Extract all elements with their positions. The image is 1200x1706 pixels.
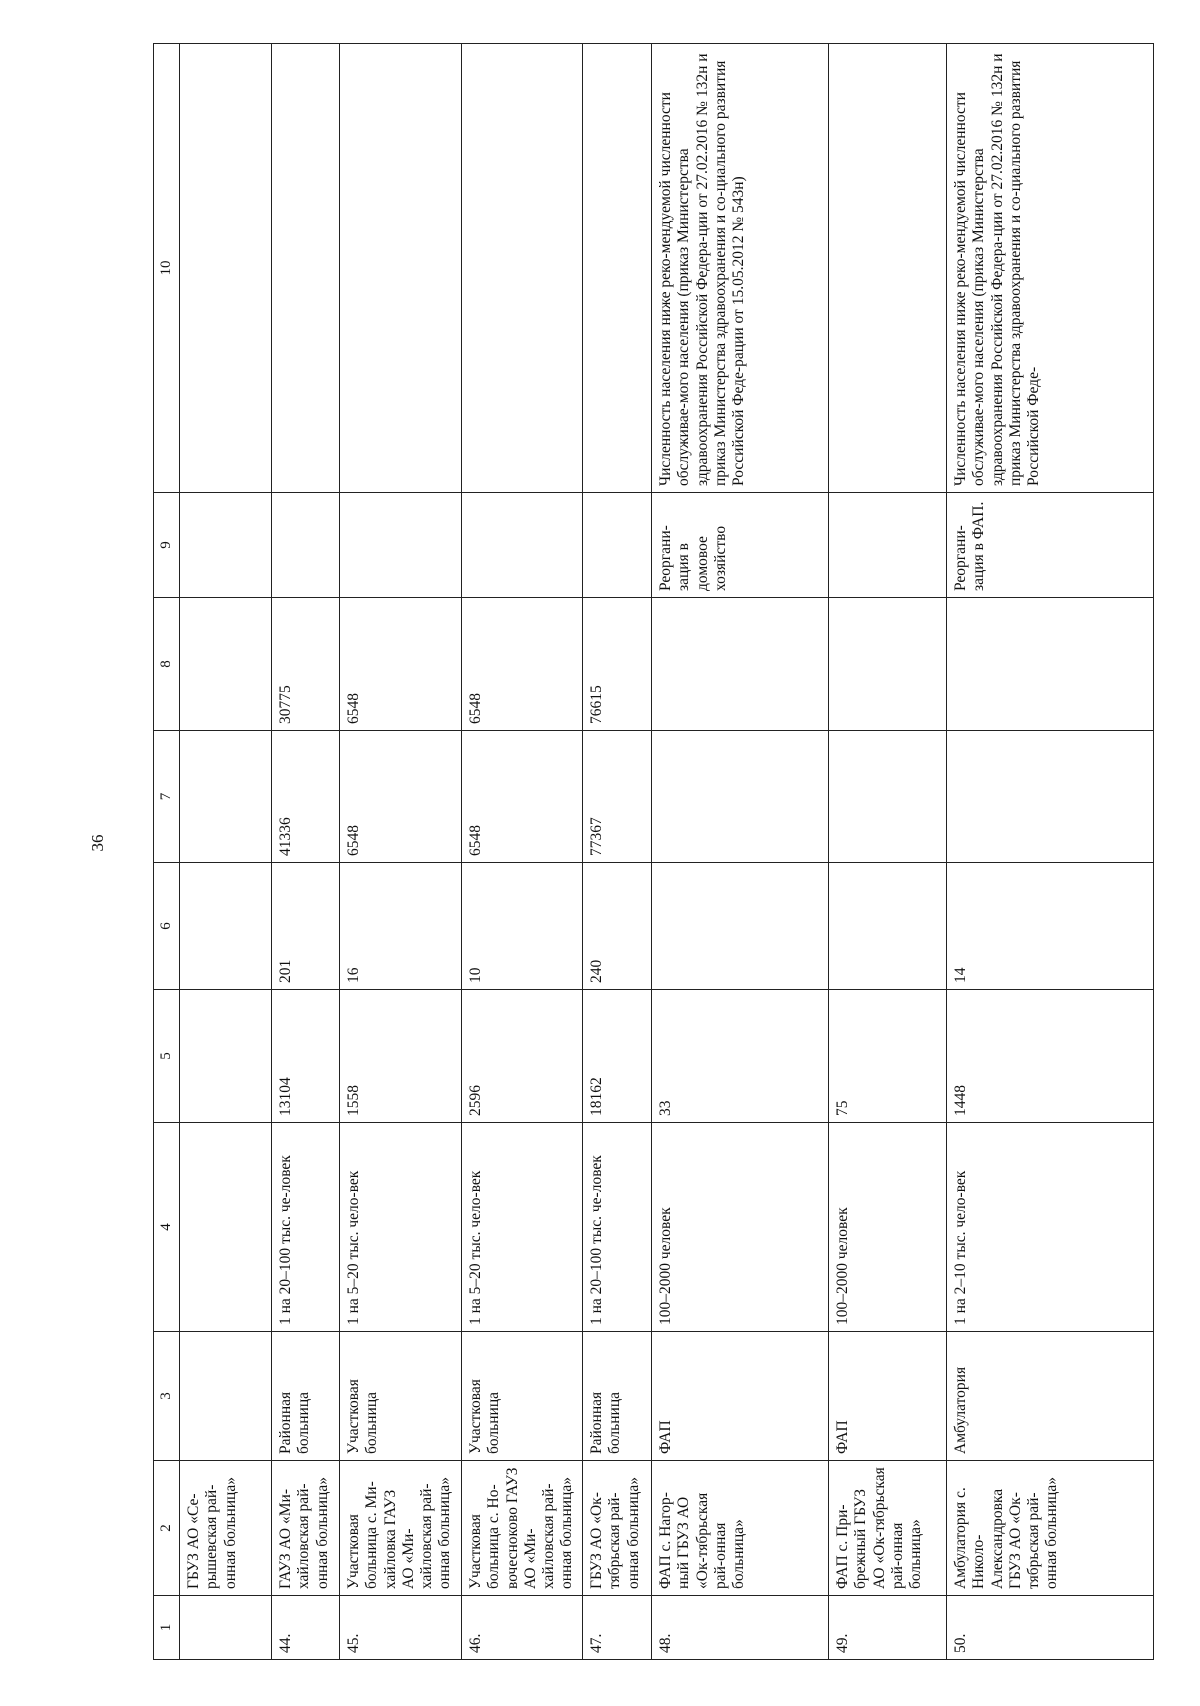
- col6-cell: 240: [583, 863, 652, 990]
- row-number: 50.: [947, 1596, 1154, 1660]
- column-header: 5: [154, 990, 180, 1123]
- column-header: 2: [154, 1461, 180, 1596]
- population-cell: 75: [829, 990, 947, 1123]
- organization-cell: Амбулатория с. Николо-Александровка ГБУЗ АО «Ок-тябрьская рай-онная больница»: [947, 1461, 1154, 1596]
- note-cell: Численность населения ниже реко-мендуемой численности обслуживае-мого населения (приказ Министерства здравоохранения Российской Федера-ции от 27.02.2016 № 132н и приказ Министерства здравоохранения и со-циального развития Российской Феде-: [947, 44, 1154, 493]
- norm-cell: 100–2000 человек: [829, 1123, 947, 1332]
- population-cell: 1448: [947, 990, 1154, 1123]
- row-number: [180, 1596, 272, 1660]
- row-number: 49.: [829, 1596, 947, 1660]
- table-row: [340, 44, 462, 1660]
- col7-cell: [829, 731, 947, 863]
- note-cell: [180, 44, 272, 493]
- column-number-header-row: [154, 44, 180, 1660]
- col8-cell: [180, 598, 272, 731]
- column-header: 6: [154, 863, 180, 990]
- norm-cell: 1 на 20–100 тыс. че-ловек: [583, 1123, 652, 1332]
- facility-type-cell: Участковая больница: [340, 1332, 462, 1461]
- norm-cell: 1 на 2–10 тыс. чело-век: [947, 1123, 1154, 1332]
- col8-cell: [947, 598, 1154, 731]
- column-header: 9: [154, 493, 180, 598]
- facility-type-cell: Амбулатория: [947, 1332, 1154, 1461]
- col7-cell: [652, 731, 829, 863]
- facilities-table: [153, 43, 1154, 1660]
- col6-cell: [829, 863, 947, 990]
- facility-type-cell: Участковая больница: [462, 1332, 583, 1461]
- page-number: 36: [88, 834, 107, 852]
- facility-type-cell: ФАП: [652, 1332, 829, 1461]
- col9-cell: [583, 493, 652, 598]
- table-row: [272, 44, 340, 1660]
- col6-cell: [652, 863, 829, 990]
- norm-cell: [180, 1123, 272, 1332]
- organization-cell: Участковая больница с. Ми-хайловка ГАУЗ АО «Ми-хайловская рай-онная больница»: [340, 1461, 462, 1596]
- population-cell: 33: [652, 990, 829, 1123]
- row-number: 46.: [462, 1596, 583, 1660]
- col8-cell: [829, 598, 947, 731]
- table-row: [652, 44, 829, 1660]
- rotated-table-frame: [153, 44, 1153, 1660]
- table-row: [462, 44, 583, 1660]
- col6-cell: 16: [340, 863, 462, 990]
- note-cell: [583, 44, 652, 493]
- col9-cell: [272, 493, 340, 598]
- note-cell: Численность населения ниже реко-мендуемой численности обслуживае-мого населения (приказ Министерства здравоохранения Российской Федера-ции от 27.02.2016 № 132н и приказ Министерства здравоохранения и со-циального развития Российской Феде-рации от 15.05.2012 № 543н): [652, 44, 829, 493]
- col6-cell: [180, 863, 272, 990]
- col7-cell: 41336: [272, 731, 340, 863]
- organization-cell: ФАП с. При-брежный ГБУЗ АО «Ок-тябрьская рай-онная больница»: [829, 1461, 947, 1596]
- column-header: 3: [154, 1332, 180, 1461]
- col6-cell: 201: [272, 863, 340, 990]
- column-header: 7: [154, 731, 180, 863]
- organization-cell: ГБУЗ АО «Се-рышевская рай-онная больница»: [180, 1461, 272, 1596]
- col8-cell: 6548: [462, 598, 583, 731]
- col7-cell: [947, 731, 1154, 863]
- population-cell: 1558: [340, 990, 462, 1123]
- row-number: 44.: [272, 1596, 340, 1660]
- row-number: 45.: [340, 1596, 462, 1660]
- col7-cell: [180, 731, 272, 863]
- facility-type-cell: [180, 1332, 272, 1461]
- norm-cell: 1 на 5–20 тыс. чело-век: [462, 1123, 583, 1332]
- col6-cell: 10: [462, 863, 583, 990]
- population-cell: 2596: [462, 990, 583, 1123]
- note-cell: [340, 44, 462, 493]
- col9-cell: [340, 493, 462, 598]
- population-cell: 13104: [272, 990, 340, 1123]
- norm-cell: 1 на 5–20 тыс. чело-век: [340, 1123, 462, 1332]
- col7-cell: 6548: [462, 731, 583, 863]
- col9-cell: Реоргани-зация в домовое хозяйство: [652, 493, 829, 598]
- facility-type-cell: Районная больница: [583, 1332, 652, 1461]
- table-row: [583, 44, 652, 1660]
- col9-cell: [180, 493, 272, 598]
- norm-cell: 100–2000 человек: [652, 1123, 829, 1332]
- note-cell: [272, 44, 340, 493]
- col8-cell: 30775: [272, 598, 340, 731]
- population-cell: [180, 990, 272, 1123]
- col7-cell: 77367: [583, 731, 652, 863]
- row-number: 48.: [652, 1596, 829, 1660]
- population-cell: 18162: [583, 990, 652, 1123]
- organization-cell: ФАП с. Нагор-ный ГБУЗ АО «Ок-тябрьская рай-онная больница»: [652, 1461, 829, 1596]
- organization-cell: Участковая больница с. Но-вочесноково ГАУЗ АО «Ми-хайловская рай-онная больница»: [462, 1461, 583, 1596]
- row-number: 47.: [583, 1596, 652, 1660]
- facility-type-cell: ФАП: [829, 1332, 947, 1461]
- column-header: 4: [154, 1123, 180, 1332]
- table-row: [829, 44, 947, 1660]
- col7-cell: 6548: [340, 731, 462, 863]
- col8-cell: 76615: [583, 598, 652, 731]
- column-header: 8: [154, 598, 180, 731]
- col9-cell: Реоргани-зация в ФАП.: [947, 493, 1154, 598]
- organization-cell: ГАУЗ АО «Ми-хайловская рай-онная больница»: [272, 1461, 340, 1596]
- column-header: 10: [154, 44, 180, 493]
- table-row: [947, 44, 1154, 1660]
- organization-cell: ГБУЗ АО «Ок-тябрьская рай-онная больница»: [583, 1461, 652, 1596]
- col9-cell: [462, 493, 583, 598]
- note-cell: [829, 44, 947, 493]
- col9-cell: [829, 493, 947, 598]
- col8-cell: 6548: [340, 598, 462, 731]
- table-container: [153, 44, 1153, 1660]
- table-row: [180, 44, 272, 1660]
- column-header: 1: [154, 1596, 180, 1660]
- facility-type-cell: Районная больница: [272, 1332, 340, 1461]
- note-cell: [462, 44, 583, 493]
- col8-cell: [652, 598, 829, 731]
- norm-cell: 1 на 20–100 тыс. че-ловек: [272, 1123, 340, 1332]
- col6-cell: 14: [947, 863, 1154, 990]
